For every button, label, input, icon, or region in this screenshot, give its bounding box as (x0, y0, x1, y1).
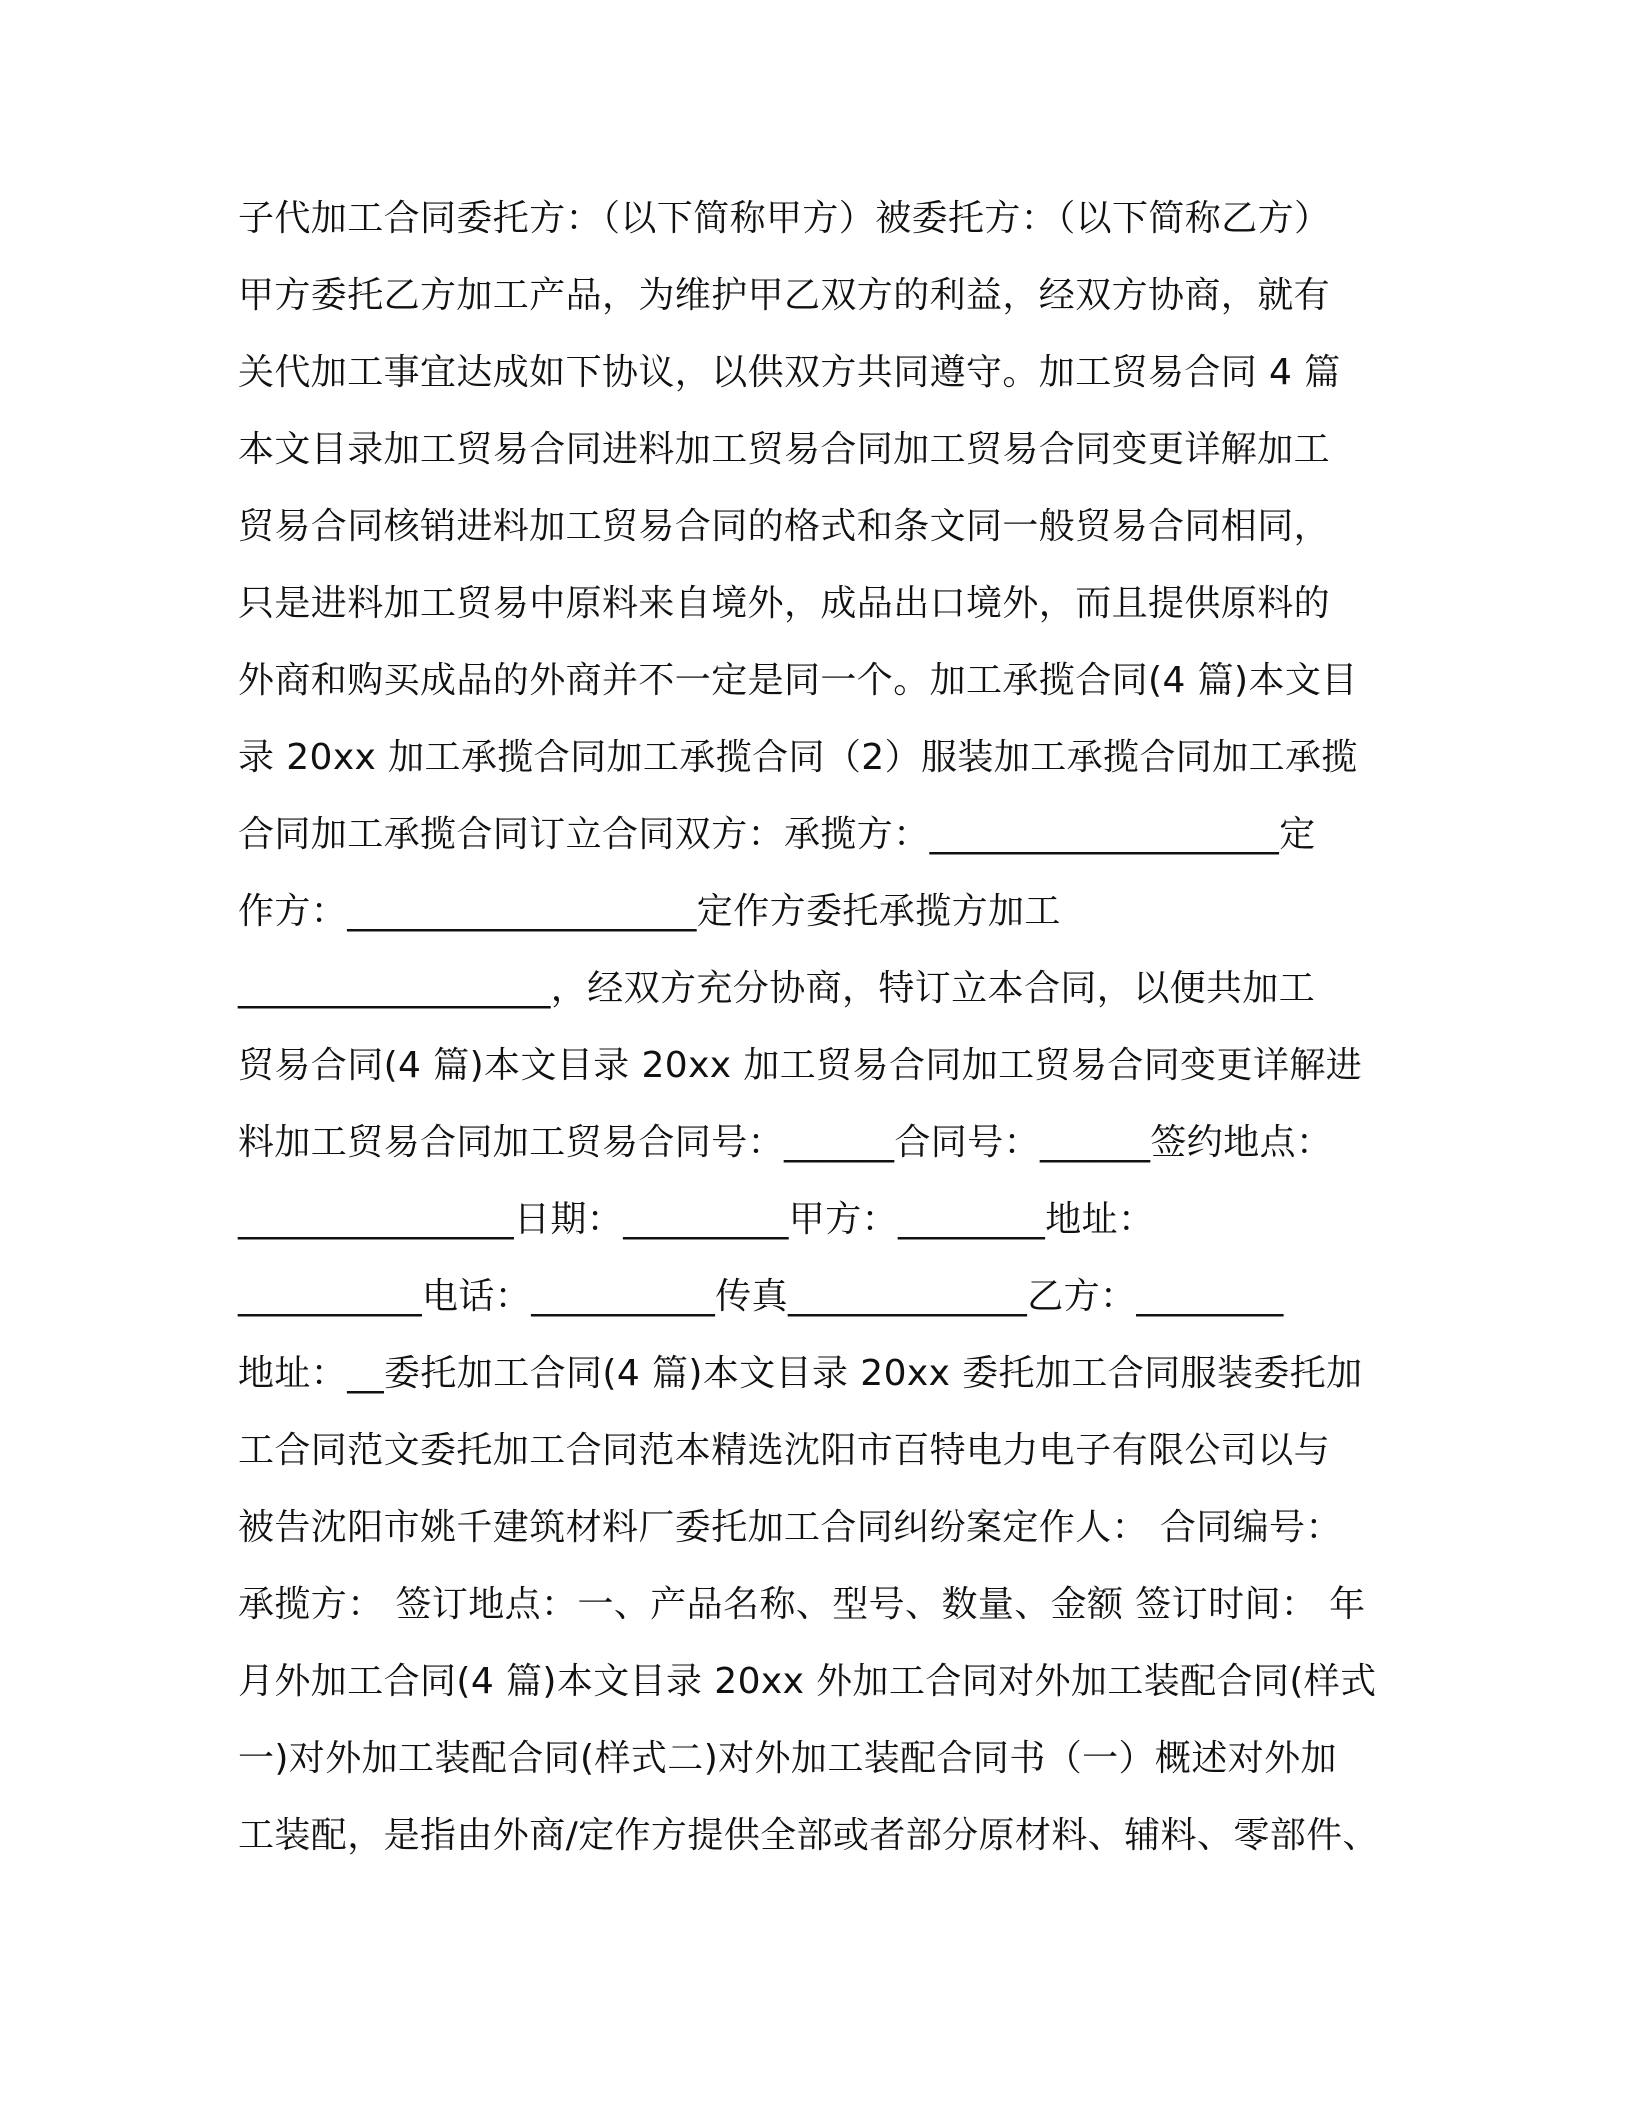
text-line: 甲方委托乙方加工产品，为维护甲乙双方的利益，经双方协商，就有 (238, 275, 1331, 316)
text-line: 作方：___________________定作方委托承揽方加工 (238, 891, 1061, 932)
text-line: _______________日期：_________甲方：________地址： (238, 1199, 1155, 1240)
text-line: 被告沈阳市姚千建筑材料厂委托加工合同纠纷案定作人： 合同编号： (238, 1507, 1342, 1548)
text-line: 料加工贸易合同加工贸易合同号：______合同号：______签约地点： (238, 1122, 1333, 1163)
text-line: 贸易合同核销进料加工贸易合同的格式和条文同一般贸易合同相同， (238, 506, 1331, 547)
text-line: 录 20xx 加工承揽合同加工承揽合同（2）服装加工承揽合同加工承揽 (238, 737, 1358, 778)
text-line: 子代加工合同委托方：（以下简称甲方）被委托方：（以下简称乙方） (238, 198, 1331, 239)
text-line: 工合同范文委托加工合同范本精选沈阳市百特电力电子有限公司以与 (238, 1430, 1331, 1471)
text-line: 只是进料加工贸易中原料来自境外，成品出口境外，而且提供原料的 (238, 583, 1331, 624)
text-line: 关代加工事宜达成如下协议，以供双方共同遵守。加工贸易合同 4 篇 (238, 352, 1341, 393)
text-line: _________________，经双方充分协商，特订立本合同，以便共加工 (238, 968, 1316, 1009)
text-line: 外商和购买成品的外商并不一定是同一个。加工承揽合同(4 篇)本文目 (238, 660, 1358, 701)
text-line: 本文目录加工贸易合同进料加工贸易合同加工贸易合同变更详解加工 (238, 429, 1331, 470)
text-line: __________电话：__________传真_____________乙方：________ (238, 1276, 1284, 1317)
text-line: 地址：__委托加工合同(4 篇)本文目录 20xx 委托加工合同服装委托加 (238, 1353, 1363, 1394)
text-line: 月外加工合同(4 篇)本文目录 20xx 外加工合同对外加工装配合同(样式 (238, 1661, 1377, 1702)
text-line: 工装配，是指由外商/定作方提供全部或者部分原材料、辅料、零部件、 (238, 1815, 1379, 1856)
text-line: 贸易合同(4 篇)本文目录 20xx 加工贸易合同加工贸易合同变更详解进 (238, 1045, 1363, 1086)
text-line: 一)对外加工装配合同(样式二)对外加工装配合同书（一）概述对外加 (238, 1738, 1337, 1779)
text-line: 承揽方： 签订地点：一、产品名称、型号、数量、金额 签订时间： 年 (238, 1584, 1366, 1625)
document-body (238, 188, 1398, 1882)
text-line: 合同加工承揽合同订立合同双方：承揽方：___________________定 (238, 814, 1316, 855)
